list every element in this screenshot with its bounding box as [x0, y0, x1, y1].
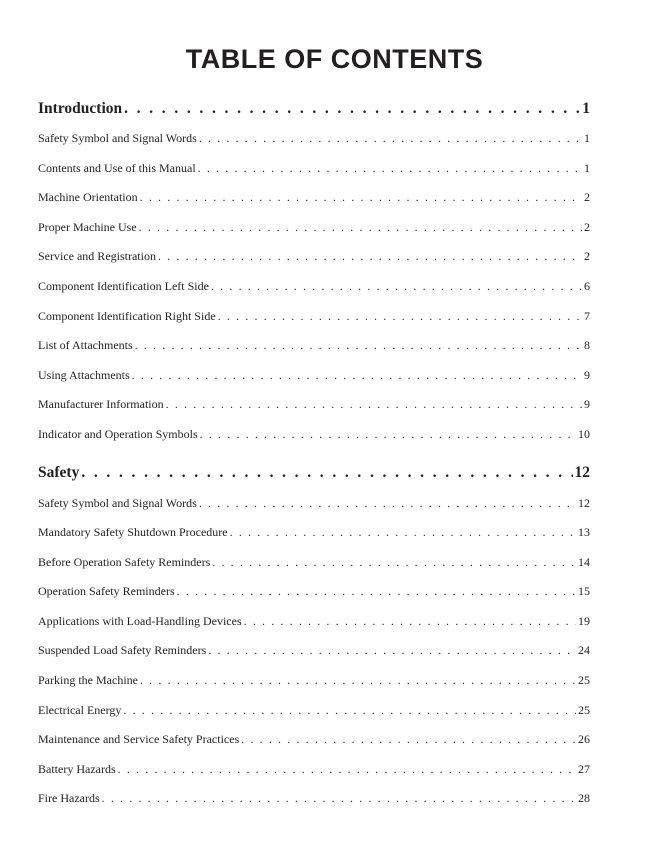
toc-page-number: 14 — [578, 555, 590, 569]
toc-entry-label: Parking the Machine — [38, 673, 138, 687]
toc-page-number: 9 — [584, 368, 590, 382]
toc-entry[interactable] — [38, 160, 590, 176]
dot-leader — [123, 702, 576, 718]
toc-section-introduction[interactable] — [38, 99, 590, 119]
toc-entry-label: Contents and Use of this Manual — [38, 161, 196, 175]
toc-entry-label: Before Operation Safety Reminders — [38, 555, 211, 569]
toc-entry-label: Mandatory Safety Shutdown Procedure — [38, 525, 228, 539]
toc-entry[interactable] — [38, 583, 590, 599]
toc-entry-label: Suspended Load Safety Reminders — [38, 643, 207, 657]
toc-entry-label: Maintenance and Service Safety Practices — [38, 732, 240, 746]
toc-entry[interactable] — [38, 308, 590, 324]
toc-entry-label: Safety Symbol and Signal Words — [38, 496, 197, 510]
dot-leader — [139, 219, 582, 235]
toc-entry[interactable] — [38, 524, 590, 540]
toc-page-number: 1 — [584, 131, 590, 145]
toc-page-number: 13 — [578, 525, 590, 539]
toc-entry-label: Manufacturer Information — [38, 397, 164, 411]
dot-leader — [211, 278, 582, 294]
toc-entry[interactable] — [38, 761, 590, 777]
toc-entry[interactable] — [38, 672, 590, 688]
dot-leader — [230, 524, 576, 540]
toc-entry[interactable] — [38, 396, 590, 412]
toc-page-number: 26 — [578, 732, 590, 746]
toc-entry[interactable] — [38, 219, 590, 235]
toc-section-label: Introduction — [38, 100, 123, 117]
dot-leader — [244, 613, 576, 629]
toc-entry-label: Battery Hazards — [38, 762, 116, 776]
toc-entry[interactable] — [38, 554, 590, 570]
dot-leader — [158, 248, 582, 264]
toc-page-number: 28 — [578, 791, 590, 805]
dot-leader — [208, 642, 576, 658]
dot-leader — [102, 790, 576, 806]
toc-entry-label: List of Attachments — [38, 338, 133, 352]
toc-entry[interactable] — [38, 642, 590, 658]
toc-entry-label: Using Attachments — [38, 368, 130, 382]
toc-page-number: 2 — [584, 220, 590, 234]
toc-page-number: 7 — [584, 309, 590, 323]
toc-entry-label: Component Identification Left Side — [38, 279, 209, 293]
toc-entry[interactable] — [38, 613, 590, 629]
toc-entry[interactable] — [38, 731, 590, 747]
toc-section-safety[interactable] — [38, 463, 590, 483]
dot-leader — [200, 426, 576, 442]
toc-page-number: 15 — [578, 584, 590, 598]
dot-leader — [166, 396, 582, 412]
toc-section-label: Safety — [38, 464, 80, 481]
toc-entry-label: Proper Machine Use — [38, 220, 137, 234]
toc-page-number: 10 — [578, 427, 590, 441]
dot-leader — [140, 672, 576, 688]
toc-entry-label: Operation Safety Reminders — [38, 584, 175, 598]
toc-page-number: 12 — [578, 496, 590, 510]
dot-leader — [212, 554, 576, 570]
toc-page-number: 2 — [584, 249, 590, 263]
dot-leader — [140, 189, 582, 205]
dot-leader — [118, 761, 576, 777]
dot-leader — [218, 308, 582, 324]
toc-page-number: 27 — [578, 762, 590, 776]
toc-entry[interactable] — [38, 426, 590, 442]
toc-entry[interactable] — [38, 130, 590, 146]
dot-leader — [198, 160, 582, 176]
toc-entry-label: Safety Symbol and Signal Words — [38, 131, 197, 145]
toc-entry-label: Fire Hazards — [38, 791, 100, 805]
toc-entry-label: Indicator and Operation Symbols — [38, 427, 198, 441]
dot-leader — [135, 337, 582, 353]
toc-entry[interactable] — [38, 790, 590, 806]
toc-entry[interactable] — [38, 248, 590, 264]
dot-leader — [81, 463, 572, 483]
toc-entry-label: Machine Orientation — [38, 190, 138, 204]
toc-entry[interactable] — [38, 189, 590, 205]
toc-entry-label: Component Identification Right Side — [38, 309, 216, 323]
toc-page-number: 12 — [574, 464, 590, 481]
dot-leader — [241, 731, 576, 747]
toc-page-number: 2 — [584, 190, 590, 204]
toc-page-number: 1 — [584, 161, 590, 175]
toc-page-number: 8 — [584, 338, 590, 352]
dot-leader — [177, 583, 576, 599]
toc-page-number: 1 — [582, 100, 590, 117]
dot-leader — [132, 367, 582, 383]
page-title: TABLE OF CONTENTS — [185, 44, 484, 74]
toc-entry-label: Service and Registration — [38, 249, 156, 263]
toc-entry[interactable] — [38, 337, 590, 353]
dot-leader — [124, 99, 580, 119]
toc-entry[interactable] — [38, 495, 590, 511]
toc-page-number: 25 — [578, 673, 590, 687]
toc-entry-label: Applications with Load-Handling Devices — [38, 614, 242, 628]
toc-page-number: 9 — [584, 397, 590, 411]
toc-page-number: 25 — [578, 703, 590, 717]
toc-entry[interactable] — [38, 367, 590, 383]
toc-entry[interactable] — [38, 702, 590, 718]
toc-page-number: 6 — [584, 279, 590, 293]
toc-page-number: 24 — [578, 643, 590, 657]
toc-entry[interactable] — [38, 278, 590, 294]
toc-entry-label: Electrical Energy — [38, 703, 122, 717]
toc-page-number: 19 — [578, 614, 590, 628]
dot-leader — [199, 130, 582, 146]
dot-leader — [199, 495, 576, 511]
